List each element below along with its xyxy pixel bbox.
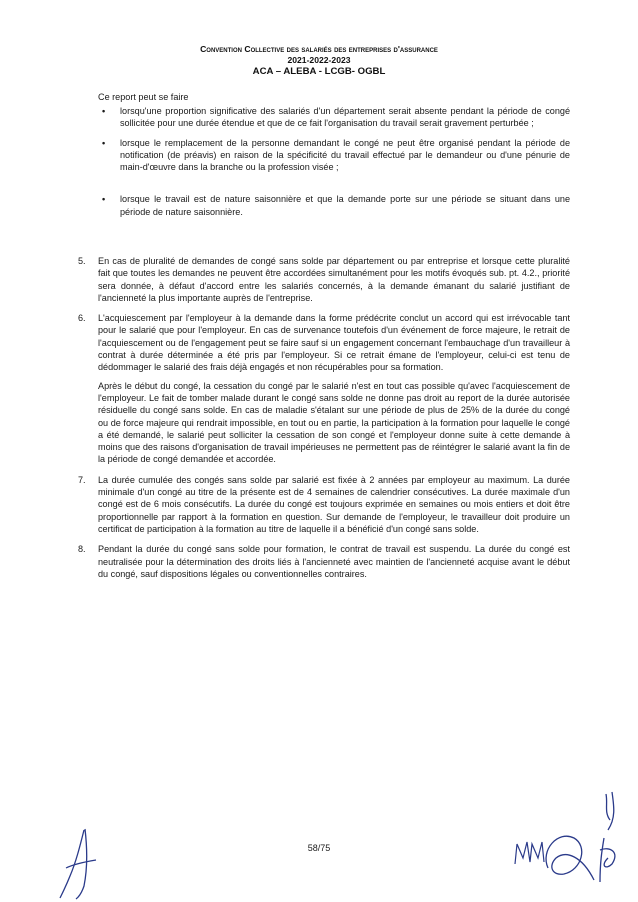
bullet-marker: • — [102, 137, 106, 148]
bullet-item — [100, 105, 570, 130]
signature-left — [54, 826, 104, 900]
numbered-item — [78, 312, 570, 466]
bullet-item — [100, 137, 570, 174]
item-paragraph: Pendant la durée du congé sans solde pour formation, le contrat de travail est suspendu. La durée du congé est neutralisée pour la détermination des droits liés à l'ancienneté avec maintien de l'ancienneté acquise avant le début du congé, sauf dispositions légales ou conventionnelles contraires. — [98, 544, 570, 579]
bullet-list — [100, 105, 570, 225]
numbered-item — [78, 543, 570, 580]
item-number: 8. — [78, 544, 86, 555]
item-number: 7. — [78, 474, 86, 485]
signature-right — [586, 790, 626, 886]
numbered-item — [78, 255, 570, 304]
intro-text: Ce report peut se faire — [98, 92, 189, 102]
item-paragraph: Après le début du congé, la cessation du congé par le salarié n'est en tout cas possible qu'avec l'acquiescement de l'employeur. Le fait de tomber malade durant le congé sans solde ne donne pas droit au report de la durée autorisée résiduelle du congé sans solde. En cas de maladie s'étalant sur une période de plus de 25% de la durée du congé ou de force majeure qui rendrait impossible, en tout ou en partie, la participation à la formation pour laquelle le congé a été demandé, le salarié peut solliciter la cessation de son congé et l'employeur donne suite à cette demande à moins que des raisons d'organisation de travail impérieuses ne permettent pas de réintégrer le salarié avant la fin de la période de congé demandée et accordée. — [98, 380, 570, 465]
bullet-text: lorsqu'une proportion significative des salariés d'un département serait absente pendant la période de congé sollicitée pour une durée étendue et que de ce fait l'organisation du travail serait gravement perturbée ; — [120, 106, 570, 129]
item-number: 5. — [78, 256, 86, 266]
header-parties: ACA – ALEBA - LCGB- OGBL — [252, 66, 386, 77]
item-paragraph: En cas de pluralité de demandes de congé sans solde par département ou par entreprise et lorsque cette pluralité fait que toutes les demandes ne peuvent être accordées simultanément pour les motifs évoqués sub. pt. 4.2., priorité sera donnée, à défaut d'accord entre les salariés concernés, à la demande émanant du salarié justifiant de l'ancienneté la plus importante auprès de l'entreprise. — [98, 256, 570, 303]
page-number: 58/75 — [307, 843, 331, 853]
header-title: Convention Collective des salariés des entreprises d'assurance — [200, 44, 438, 54]
numbered-item — [78, 474, 570, 535]
bullet-text: lorsque le remplacement de la personne demandant le congé ne peut être organisé pendant la période de notification (de préavis) en raison de la spécificité du travail effectué par le demandeur ou d'une pénurie de main-d'œuvre dans la branche ou la profession visée ; — [120, 137, 570, 173]
bullet-text: lorsque le travail est de nature saisonnière et que la demande porte sur une période se situant dans une période de nature saisonnière. — [120, 194, 570, 217]
document-header — [0, 44, 638, 77]
item-paragraph: L'acquiescement par l'employeur à la demande dans la forme prédécrite conclut un accord qui est irrévocable tant pour le salarié que pour l'employeur. En cas de survenance toutefois d'un événement de force majeure, le retrait de l'acquiescement ou de l'engagement peut se faire sauf si un engagement concernant l'embauchage d'un travailleur à contrat à durée déterminée a été pris par l'employeur. Si ce retrait émane de l'employeur, celui-ci est tenu de dédommager le salarié des frais déjà engagés et non récupérables pour sa formation. — [98, 313, 570, 373]
numbered-list — [78, 255, 570, 588]
header-years: 2021-2022-2023 — [287, 55, 351, 65]
item-paragraph: La durée cumulée des congés sans solde par salarié est fixée à 2 années par employeur au maximum. La durée minimale d'un congé au titre de la présente est de 4 semaines de calendrier consécutives. La durée maximale d'un congé est de 6 mois consécutifs. La durée du congé est toujours exprimée en semaines ou mois entiers et doit être proportionnelle par rapport à la formation en question. Sur demande de l'employeur, le travailleur doit produire un certificat de participation à la formation au titre de laquelle il a bénéficié d'un congé sans solde. — [98, 474, 570, 534]
bullet-marker: • — [102, 194, 106, 205]
bullet-marker: • — [102, 106, 106, 116]
bullet-item — [100, 193, 570, 218]
item-number: 6. — [78, 313, 86, 324]
